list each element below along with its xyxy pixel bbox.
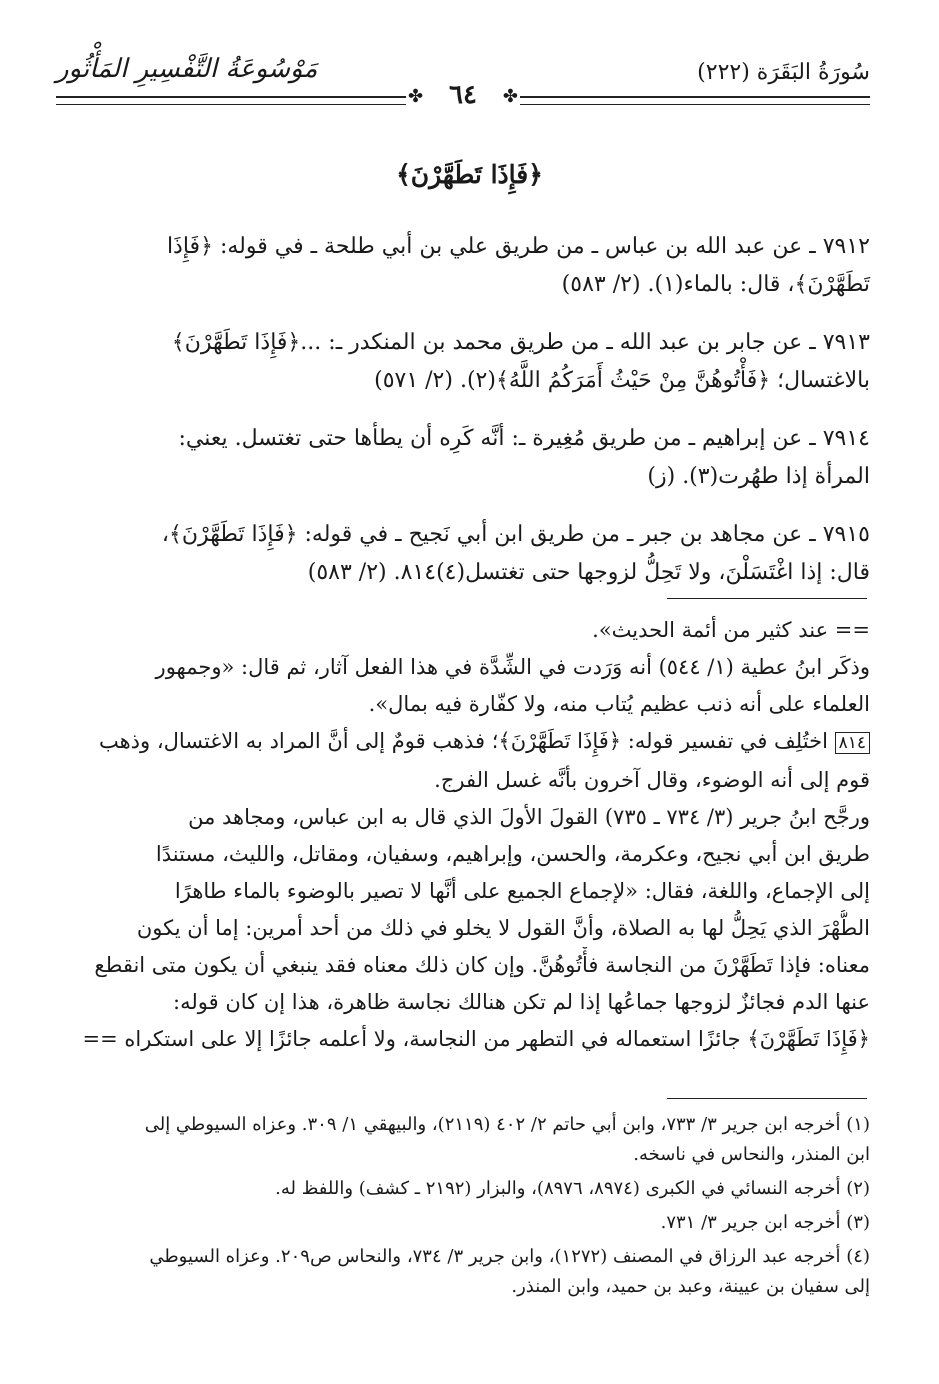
surah-heading: سُورَةُ البَقَرَة (٢٢٢) <box>697 60 870 85</box>
footnotes <box>56 1110 870 1306</box>
commentary-line-with-ref <box>56 723 870 762</box>
footnote-line: (٢) أخرجه النسائي في الكبرى (٨٩٧٤، ٨٩٧٦)، والبزار (٢١٩٢ ـ كشف) واللفظ له. <box>275 1178 870 1199</box>
commentary-line: ﴿فَإِذَا تَطَهَّرْنَ﴾ جائزًا استعماله في التطهر من النجاسة، ولا أعلمه جائزًا إلا على استكراه == <box>82 1027 870 1051</box>
narrations <box>56 228 870 612</box>
footnote-4 <box>56 1242 870 1302</box>
commentary-line: معناه: فإذا تَطَهَّرْنَ من النجاسة فأْتُوهُنَّ. وإن كان ذلك معناه فقد ينبغي أن يكون متى انقطع <box>94 953 870 977</box>
footnote-3 <box>56 1208 870 1238</box>
footnote-line: ابن المنذر، والنحاس في ناسخه. <box>633 1144 870 1165</box>
footnote-line: (١) أخرجه ابن جرير ٣/ ٧٣٣، وابن أبي حاتم ٢/ ٤٠٢ (٢١١٩)، والبيهقي ١/ ٣٠٩. وعزاه السيوطي إلى <box>144 1114 870 1135</box>
commentary-line: قوم إلى أنه الوضوء، وقال آخرون بأنَّه غسل الفرج. <box>434 768 870 792</box>
narration-line: ٧٩١٥ ـ عن مجاهد بن جبر ـ من طريق ابن أبي نَجيح ـ في قوله: ﴿فَإِذَا تَطَهَّرْنَ﴾، <box>161 522 870 547</box>
narration-7914 <box>56 420 870 496</box>
narration-line: ٧٩١٢ ـ عن عبد الله بن عباس ـ من طريق علي بن أبي طلحة ـ في قوله: ﴿فَإِذَا <box>166 234 870 259</box>
commentary-line: عنها الدم فجائزٌ لزوجها جماعُها إذا لم تكن هنالك نجاسة ظاهرة، هذا إن كان قوله: <box>173 990 870 1014</box>
narration-7913 <box>56 324 870 400</box>
footnote-2 <box>56 1174 870 1204</box>
book-title: مَوْسُوعَةُ التَّفْسِيرِ المَأْثُور <box>56 54 318 84</box>
narration-7915 <box>56 516 870 592</box>
narration-7912 <box>56 228 870 304</box>
narration-line: المرأة إذا طهُرت(٣). (ز) <box>647 464 870 489</box>
commentary-line: العلماء على أنه ذنب عظيم يُتاب منه، ولا كفّارة فيه بمال». <box>368 692 870 716</box>
narration-line: ٧٩١٤ ـ عن إبراهيم ـ من طريق مُغِيرة ـ: أنَّه كَرِه أن يطأها حتى تغتسل. يعني: <box>178 426 870 451</box>
footnote-line: إلى سفيان بن عيينة، وعبد بن حميد، وابن المنذر. <box>511 1276 870 1297</box>
narration-line: تَطَهَّرْنَ﴾، قال: بالماء(١). (٢/ ٥٨٣) <box>561 272 870 297</box>
commentary-block <box>56 612 870 1058</box>
footnote-1 <box>56 1110 870 1170</box>
page-number: ٦٤ <box>449 80 477 110</box>
commentary-line: == عند كثير من أئمة الحديث». <box>592 618 870 642</box>
section-subtitle: ﴿فَإِذَا تَطَهَّرْنَ﴾ <box>396 160 543 189</box>
commentary-text: اختُلِف في تفسير قوله: ﴿فَإِذَا تَطَهَّرْنَ﴾؛ فذهب قومٌ إلى أنَّ المراد به الاغتسال، وذهب <box>98 729 828 753</box>
commentary-line: الطُّهْرَ الذي يَحِلُّ لها به الصلاة، وأنَّ القول لا يخلو في ذلك من أحد أمرين: إما أن يكون <box>136 916 870 940</box>
footnote-line: (٤) أخرجه عبد الرزاق في المصنف (١٢٧٢)، وابن جرير ٣/ ٧٣٤، والنحاس ص٢٠٩. وعزاه السيوطي <box>149 1246 870 1267</box>
header-rule-right <box>520 96 870 105</box>
page-header <box>56 44 870 114</box>
narration-line: بالاغتسال؛ ﴿فَأْتُوهُنَّ مِنْ حَيْثُ أَمَرَكُمُ اللَّهُ﴾(٢). (٢/ ٥٧١) <box>374 368 870 393</box>
commentary-separator <box>667 598 867 599</box>
commentary-line: ورجَّح ابنُ جرير (٣/ ٧٣٤ ـ ٧٣٥) القولَ الأولَ الذي قال به ابن عباس، ومجاهد من <box>188 805 870 829</box>
ornament-right-icon: ✤ <box>502 86 518 107</box>
page-number-bar <box>56 80 870 120</box>
footnote-line: (٣) أخرجه ابن جرير ٣/ ٧٣١. <box>660 1212 870 1233</box>
commentary-line: وذكَر ابنُ عطية (١/ ٥٤٤) أنه وَرَدت في الشِّدَّة في هذا الفعل آثار، ثم قال: «وجمهور <box>155 655 870 679</box>
footnote-separator <box>667 1098 867 1099</box>
narration-line: قال: إذا اغْتَسَلْنَ، ولا تَحِلُّ لزوجها حتى تغتسل(٤)٨١٤. (٢/ ٥٨٣) <box>307 560 870 585</box>
commentary-line: إلى الإجماع، واللغة، فقال: «لإجماع الجميع على أنَّها لا تصير بالوضوء بالماء طاهرًا <box>174 879 870 903</box>
reference-box: ٨١٤ <box>835 732 870 754</box>
ornament-left-icon: ✤ <box>408 86 424 107</box>
narration-line: ٧٩١٣ ـ عن جابر بن عبد الله ـ من طريق محمد بن المنكدر ـ: ...﴿فَإِذَا تَطَهَّرْنَ﴾ <box>171 330 870 355</box>
commentary-line: طريق ابن أبي نجيح، وعكرمة، والحسن، وإبراهيم، وسفيان، ومقاتل، والليث، مستندًا <box>155 842 870 866</box>
